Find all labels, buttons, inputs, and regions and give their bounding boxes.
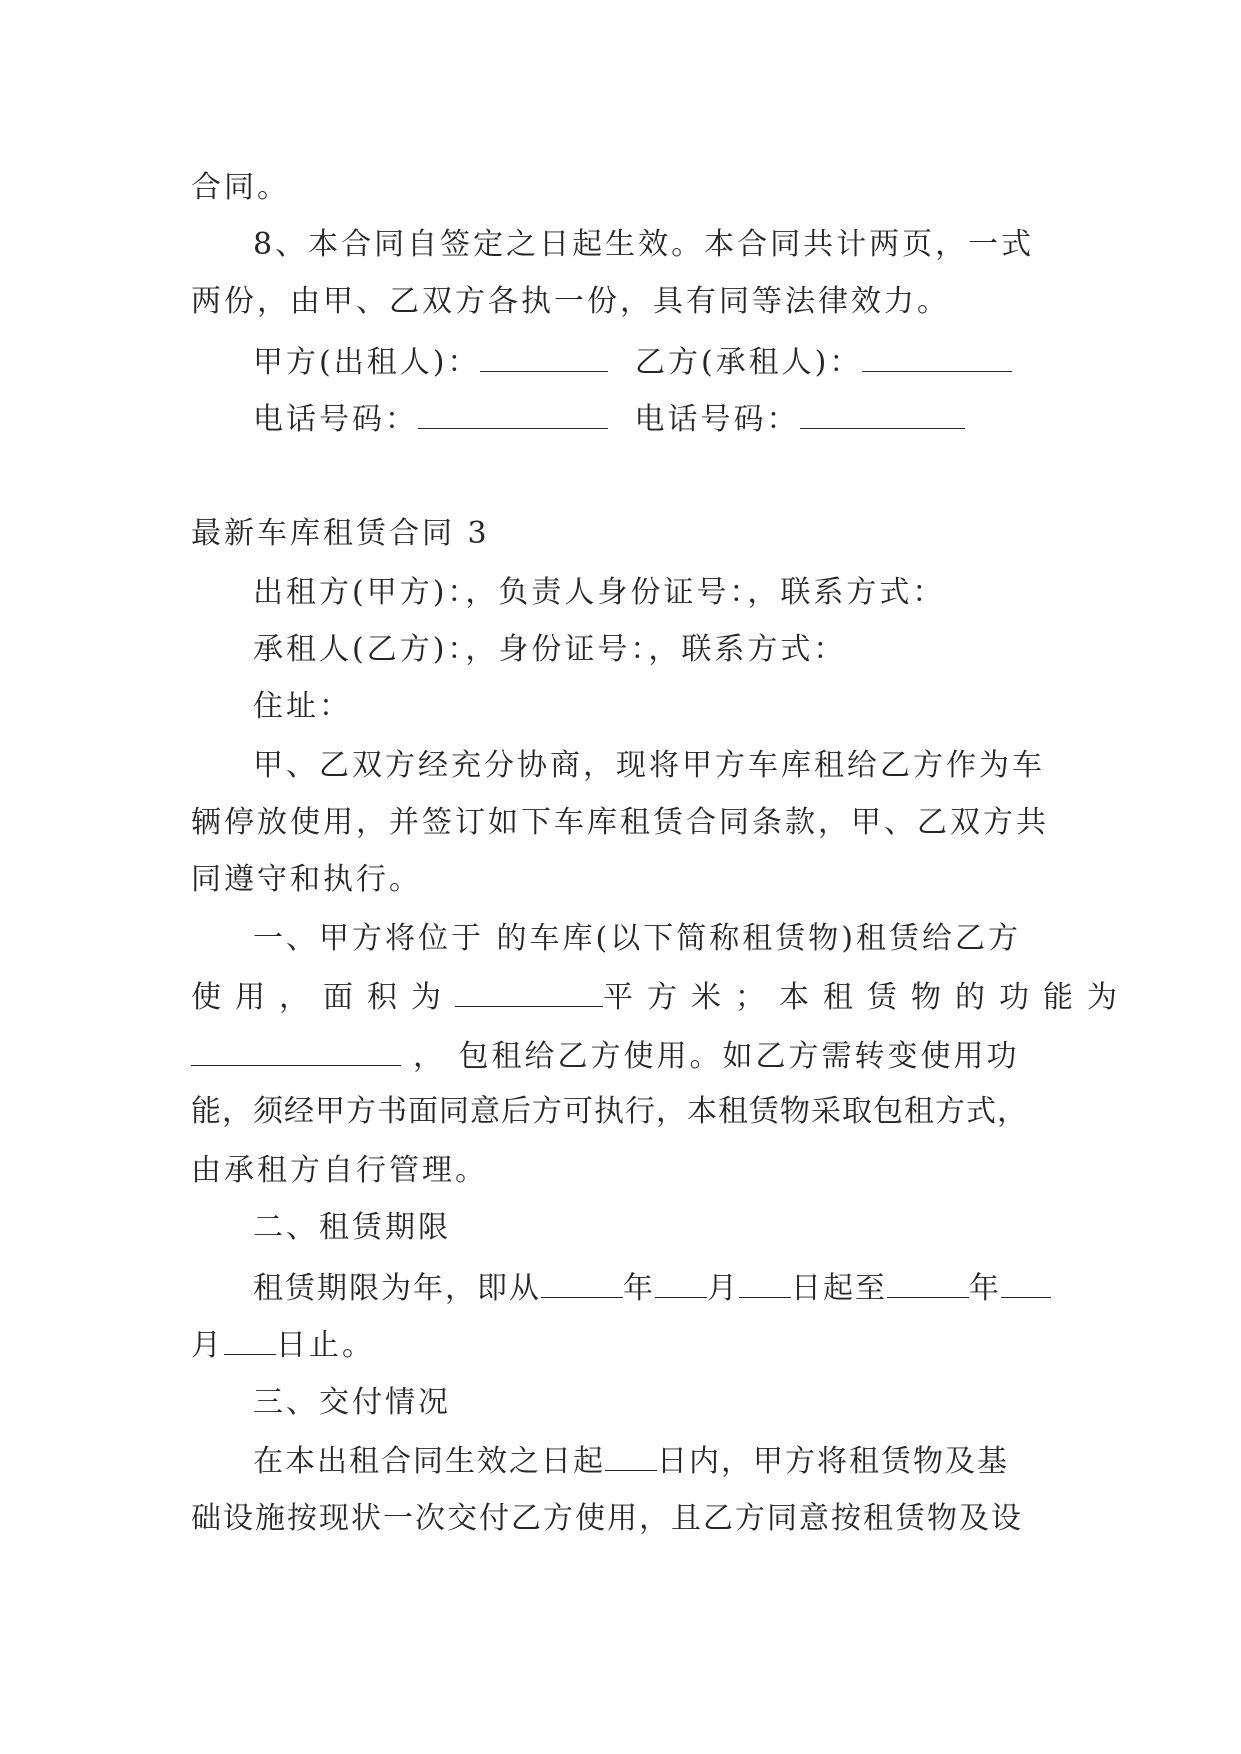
delivery-text: 日内，甲方将租赁物及基 <box>657 1444 1009 1479</box>
address-line: 住址： <box>253 689 352 724</box>
section-2-line-1 <box>253 1267 1051 1309</box>
start-year-blank <box>541 1267 623 1298</box>
section-1-line-1: 一、甲方将位于 的车库(以下简称租赁物)租赁给乙方 <box>253 921 1021 956</box>
intro-line-3: 同遵守和执行。 <box>191 862 422 897</box>
section-1-line-2 <box>191 976 1131 1018</box>
section-3-heading: 三、交付情况 <box>253 1385 451 1420</box>
phone-b-blank <box>800 398 965 429</box>
clause-8-line-1: 8、本合同自签定之日起生效。本合同共计两页，一式 <box>253 227 1035 262</box>
start-month-blank <box>655 1267 707 1298</box>
end-day-blank <box>224 1324 276 1355</box>
year-unit: 年 <box>623 1271 655 1306</box>
term-label: 租赁期限为年，即从 <box>253 1271 541 1306</box>
contract-title: 最新车库租赁合同 3 <box>191 516 490 551</box>
end-year-blank <box>887 1267 969 1298</box>
lessor-line: 出租方(甲方)：，负责人身份证号：，联系方式： <box>253 575 946 610</box>
day-to-text: 日起至 <box>791 1271 887 1306</box>
delivery-label: 在本出租合同生效之日起 <box>253 1444 605 1479</box>
party-a-blank <box>480 341 608 372</box>
phone-a-blank <box>418 398 608 429</box>
signature-phone-row <box>253 398 1051 440</box>
section-1-line-4: 能，须经甲方书面同意后方可执行，本租赁物采取包租方式， <box>191 1094 1028 1129</box>
section-1-line-5: 由承租方自行管理。 <box>191 1153 488 1188</box>
section-2-line-2 <box>191 1324 1051 1366</box>
function-label: 平方米；本租赁物的功能为 <box>603 980 1131 1015</box>
clause-8-line-2: 两份，由甲、乙双方各执一份，具有同等法律效力。 <box>191 284 950 319</box>
intro-line-1: 甲、乙双方经充分协商，现将甲方车库租给乙方作为车 <box>253 748 1045 783</box>
end-text: 日止。 <box>276 1328 375 1363</box>
delivery-days-blank <box>605 1440 657 1471</box>
lessee-line: 承租人(乙方)：，身份证号：，联系方式： <box>253 632 847 667</box>
function-blank <box>191 1035 401 1066</box>
month-unit-2: 月 <box>191 1328 224 1363</box>
month-unit: 月 <box>707 1271 739 1306</box>
section-3-line-2: 础设施按现状一次交付乙方使用，且乙方同意按租赁物及设 <box>191 1501 1023 1536</box>
signature-party-row <box>253 341 1051 383</box>
phone-a-label: 电话号码： <box>253 402 418 437</box>
start-day-blank <box>739 1267 791 1298</box>
year-unit-2: 年 <box>969 1271 1001 1306</box>
section-2-heading: 二、租赁期限 <box>253 1210 451 1245</box>
party-a-label: 甲方(出租人)： <box>253 345 481 380</box>
end-month-blank <box>1001 1267 1051 1298</box>
phone-b-label: 电话号码： <box>634 402 800 437</box>
sublet-text: ， 包租给乙方使用。如乙方需转变使用功 <box>413 1039 1020 1074</box>
section-3-line-1 <box>253 1440 1051 1482</box>
continuation-line: 合同。 <box>191 170 290 205</box>
area-label: 使用，面积为 <box>191 980 455 1015</box>
intro-line-2: 辆停放使用，并签订如下车库租赁合同条款，甲、乙双方共 <box>191 805 1049 840</box>
section-1-line-3 <box>191 1035 1051 1077</box>
party-b-label: 乙方(承租人)： <box>634 345 863 380</box>
area-blank <box>455 976 603 1007</box>
party-b-blank <box>862 341 1012 372</box>
